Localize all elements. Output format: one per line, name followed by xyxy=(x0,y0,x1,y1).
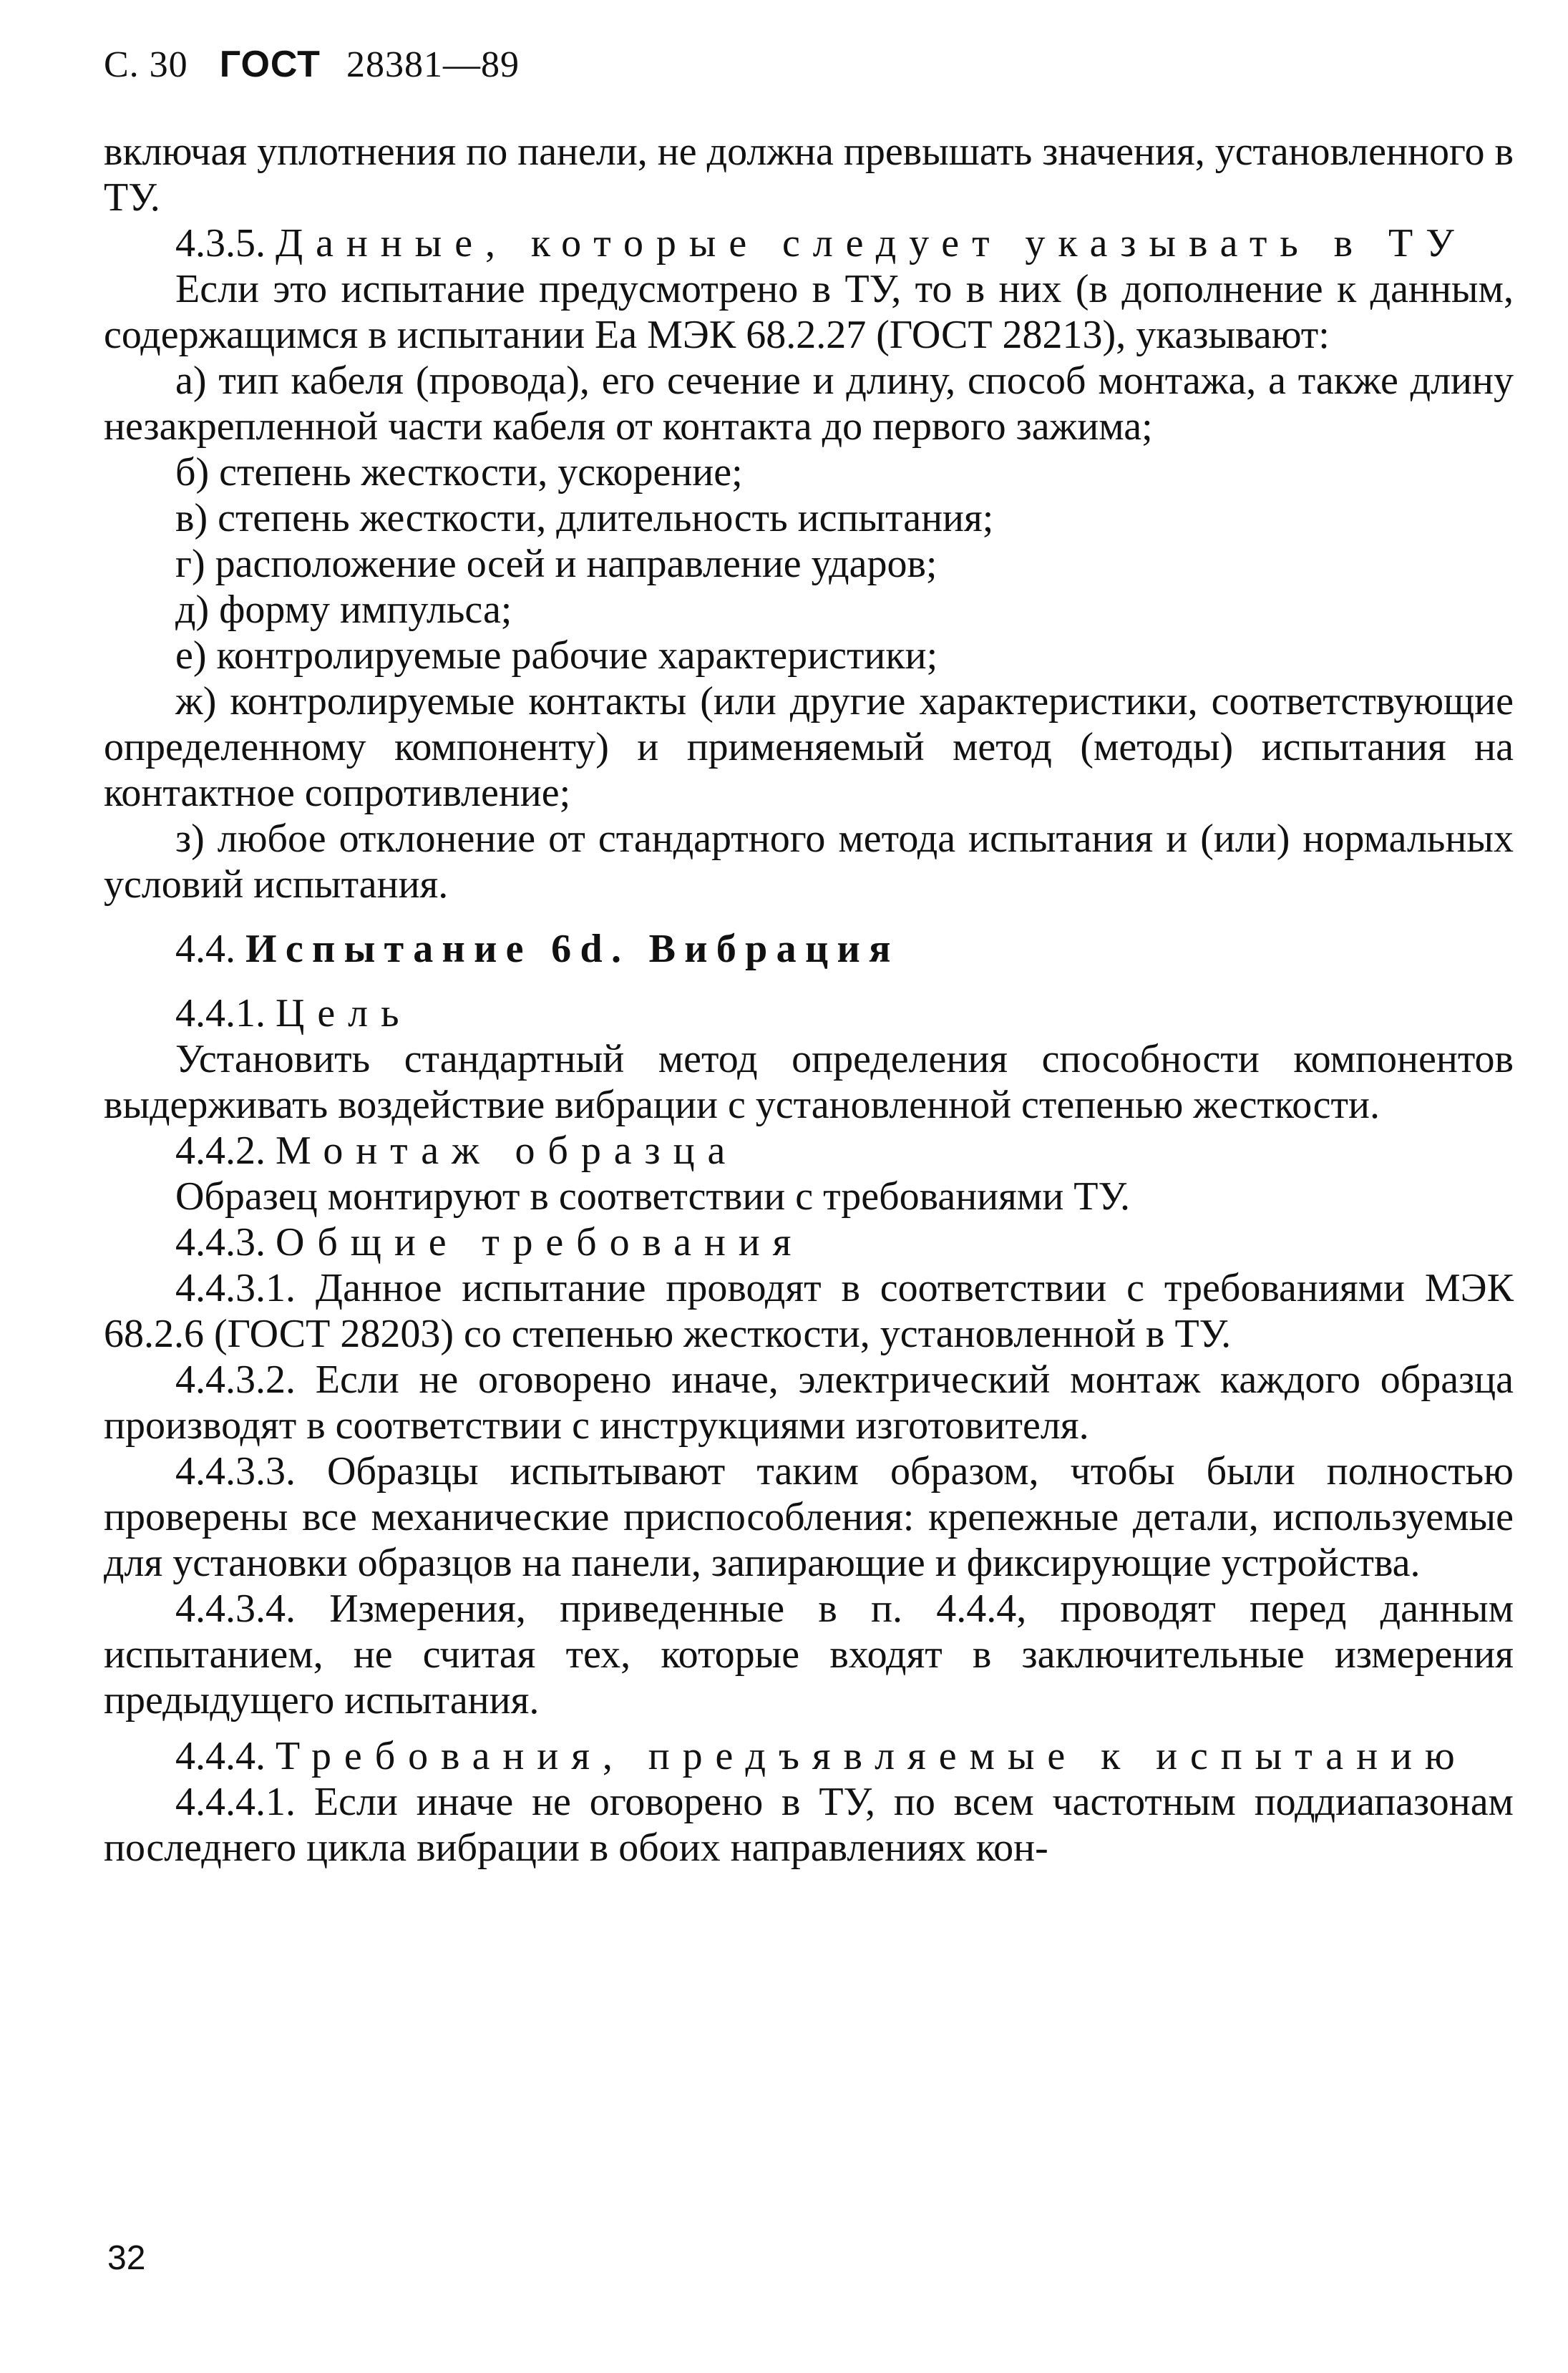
paragraph-4-4-3-3: 4.4.3.3. Образцы испытывают таким образом, чтобы были полностью проверены все механические приспособления: крепежные детали, используемые для установки образцов на панели, запирающие и фиксирующие устройства. xyxy=(104,1449,1514,1585)
heading-number: 4.4.1. xyxy=(175,991,266,1036)
heading-4-4-1 xyxy=(104,990,1514,1036)
paragraph-4-4-1: Установить стандартный метод определения способности компонентов выдерживать воздействие вибрации с установленной степенью жесткости. xyxy=(104,1037,1514,1127)
paragraph-4-4-2: Образец монтируют в соответствии с требованиями ТУ. xyxy=(175,1174,1131,1219)
paragraph-4-4-4-1: 4.4.4.1. Если иначе не оговорено в ТУ, по всем частотным поддиапазонам последнего цикла вибрации в обоих направлениях кон- xyxy=(104,1780,1514,1870)
heading-number: 4.3.5. xyxy=(175,221,266,265)
paragraph-4-4-3-1: 4.4.3.1. Данное испытание проводят в соответствии с требованиями МЭК 68.2.6 (ГОСТ 28203) со степенью жесткости, установленной в ТУ. xyxy=(104,1266,1514,1356)
heading-4-4-2 xyxy=(104,1128,1514,1174)
heading-4-4-4 xyxy=(104,1733,1514,1779)
heading-title: Монтаж образца xyxy=(276,1129,739,1173)
list-item-v: в) степень жесткости, длительность испытания; xyxy=(175,496,994,540)
document-body xyxy=(104,129,1514,1871)
heading-4-4 xyxy=(104,926,1514,972)
list-item-e: е) контролируемые рабочие характеристики; xyxy=(175,633,938,678)
list-item-zh: ж) контролируемые контакты (или другие характеристики, соответствующие определенному компоненту) и применяемый метод (методы) испытания на контактное сопротивление; xyxy=(104,679,1514,815)
header-page-ref: С. 30 xyxy=(104,44,188,85)
list-item-d: д) форму импульса; xyxy=(175,588,512,632)
paragraph-4-4-3-2: 4.4.3.2. Если не оговорено иначе, электрический монтаж каждого образца производят в соответствии с инструкциями изготовителя. xyxy=(104,1358,1514,1448)
heading-title: Требования, предъявляемые к испытанию xyxy=(276,1734,1468,1778)
header-gost-number: 28381—89 xyxy=(346,44,520,85)
heading-title: Данные, которые следует указывать в ТУ xyxy=(276,221,1467,265)
heading-number: 4.4.2. xyxy=(175,1129,266,1173)
heading-title: Цель xyxy=(276,991,412,1036)
list-item-b: б) степень жесткости, ускорение; xyxy=(175,450,743,494)
list-item-z: з) любое отклонение от стандартного метода испытания и (или) нормальных условий испытания. xyxy=(104,817,1514,907)
list-item-a: а) тип кабеля (провода), его сечение и длину, способ монтажа, а также длину незакрепленной части кабеля от контакта до первого зажима; xyxy=(104,359,1514,449)
heading-number: 4.4.4. xyxy=(175,1734,266,1778)
header-gost-label: ГОСТ xyxy=(219,44,321,85)
paragraph-4-3-5-intro: Если это испытание предусмотрено в ТУ, то в них (в дополнение к данным, содержащимся в испытании Еа МЭК 68.2.27 (ГОСТ 28213), указывают: xyxy=(104,267,1514,357)
paragraph-continuation: включая уплотнения по панели, не должна превышать значения, установленного в ТУ. xyxy=(104,130,1514,220)
heading-number: 4.4. xyxy=(175,927,235,971)
page-header xyxy=(104,43,520,86)
heading-number: 4.4.3. xyxy=(175,1220,266,1265)
page-number: 32 xyxy=(107,2239,146,2277)
heading-title: Общие требования xyxy=(276,1220,804,1265)
heading-4-4-3 xyxy=(104,1219,1514,1265)
heading-title: Испытание 6d. Вибрация xyxy=(245,927,900,971)
list-item-g: г) расположение осей и направление ударов; xyxy=(175,542,938,586)
heading-4-3-5 xyxy=(104,220,1514,266)
paragraph-4-4-3-4: 4.4.3.4. Измерения, приведенные в п. 4.4.4, проводят перед данным испытанием, не считая тех, которые входят в заключительные измерения предыдущего испытания. xyxy=(104,1587,1514,1723)
